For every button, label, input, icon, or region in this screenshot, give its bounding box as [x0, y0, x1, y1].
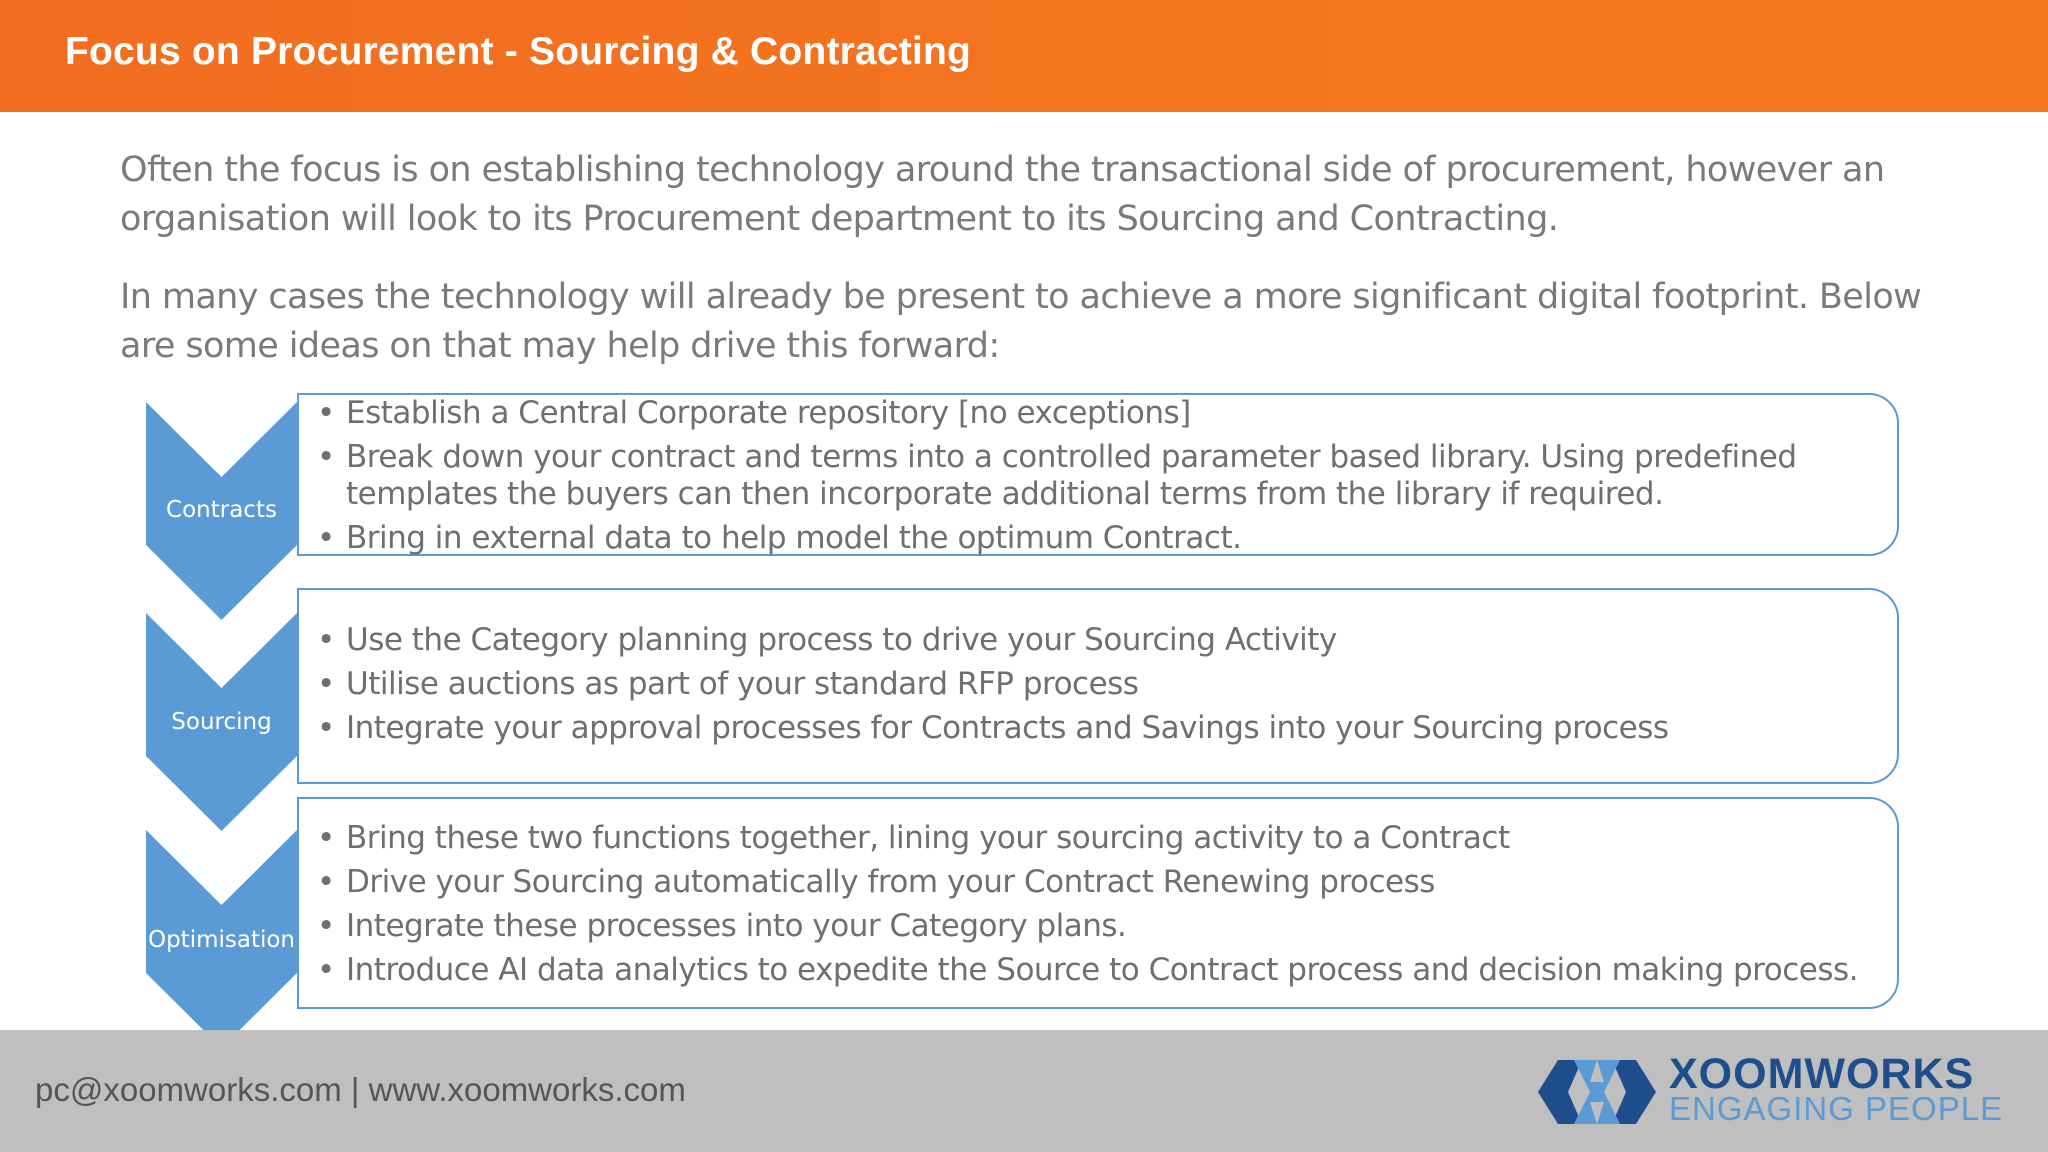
intro-paragraph-2: In many cases the technology will already be present to achieve a more significant digital footprint. Below are some ideas on that may help drive this forward: [120, 277, 1922, 366]
stage-panel-optimisation [297, 797, 1899, 1009]
bullet-icon: • [317, 622, 335, 658]
list-item: • Drive your Sourcing automatically from your Contract Renewing process [317, 864, 1435, 900]
bullet-icon: • [317, 666, 335, 702]
list-item: • Integrate these processes into your Category plans. [317, 908, 1127, 944]
bullet-icon: • [317, 710, 335, 746]
bullet-icon: • [317, 864, 335, 900]
slide-title: Focus on Procurement - Sourcing & Contracting [65, 30, 972, 73]
list-item: • Bring these two functions together, lining your sourcing activity to a Contract [317, 820, 1510, 856]
list-item: • Break down your contract and terms into a controlled parameter based library. Using predefined templates the buyers can then incorporate additional terms from the library if required. [317, 439, 1797, 512]
list-item: • Use the Category planning process to drive your Sourcing Activity [317, 622, 1337, 658]
xoomworks-logo-icon [1538, 1056, 1656, 1128]
bullet-list [299, 395, 1897, 557]
list-item: • Introduce AI data analytics to expedite the Source to Contract process and decision making process. [317, 952, 1858, 988]
list-item: • Establish a Central Corporate repository [no exceptions] [317, 395, 1191, 431]
xoomworks-logo [1538, 1052, 2018, 1132]
stage-label-sourcing: Sourcing [171, 709, 272, 735]
bullet-icon: • [317, 908, 335, 944]
chevron-contracts [146, 402, 297, 620]
bullet-list [299, 622, 1897, 747]
bullet-icon: • [317, 520, 335, 556]
slide-header [0, 0, 2048, 112]
list-item: • Bring in external data to help model the optimum Contract. [317, 520, 1242, 556]
bullet-icon: • [317, 439, 335, 475]
chevron-sourcing [146, 613, 297, 831]
logo-wordmark: XOOMWORKS [1669, 1050, 1975, 1098]
stage-label-contracts: Contracts [166, 497, 277, 523]
bullet-icon: • [317, 820, 335, 856]
bullet-icon: • [317, 395, 335, 431]
chevron-optimisation [146, 830, 297, 1048]
footer-contact: pc@xoomworks.com | www.xoomworks.com [35, 1071, 686, 1108]
stage-panel-contracts [297, 393, 1899, 556]
stage-panel-sourcing [297, 588, 1899, 784]
list-item: • Utilise auctions as part of your standard RFP process [317, 666, 1139, 702]
slide-footer [0, 1030, 2048, 1152]
logo-tagline: ENGAGING PEOPLE [1669, 1090, 2004, 1127]
intro-paragraph-1: Often the focus is on establishing technology around the transactional side of procurement, however an organisation will look to its Procurement department to its Sourcing and Contracting. [120, 150, 1885, 239]
bullet-icon: • [317, 952, 335, 988]
list-item: • Integrate your approval processes for Contracts and Savings into your Sourcing process [317, 710, 1669, 746]
bullet-list [299, 820, 1897, 989]
stage-label-optimisation: Optimisation [147, 927, 296, 953]
